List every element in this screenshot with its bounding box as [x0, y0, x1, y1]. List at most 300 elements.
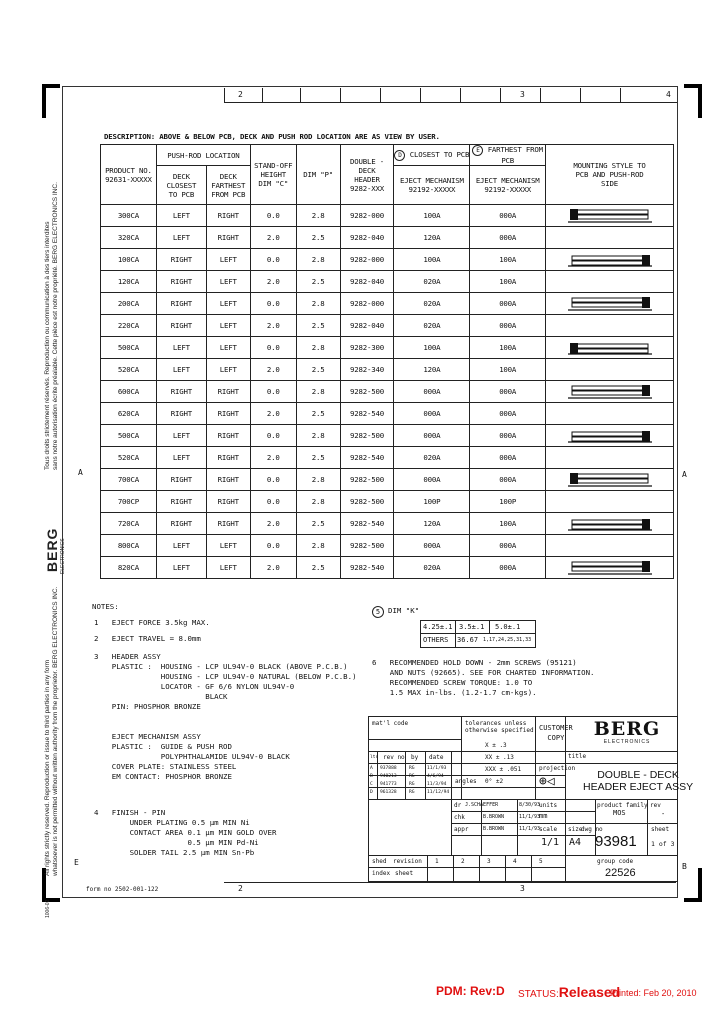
cell-standoff: 0.0 [250, 425, 296, 447]
tb-line [451, 811, 595, 812]
cell-eject-farthest: 000A [470, 469, 546, 491]
tb-projection: projection [539, 765, 576, 772]
cell-mounting-style [546, 337, 674, 359]
tb-prod-fam-val: MOS [613, 809, 626, 817]
cell-mounting-style [546, 469, 674, 491]
table-row [101, 403, 674, 425]
dim-k-value-3: 5.0±.1 [495, 623, 521, 631]
cell-eject-farthest: 100A [470, 513, 546, 535]
cell-header-part: 9282-540 [340, 403, 394, 425]
cell-standoff: 0.0 [250, 337, 296, 359]
cell-standoff: 0.0 [250, 293, 296, 315]
cell-header-part: 9282-500 [340, 425, 394, 447]
table-row [101, 535, 674, 557]
tb-tol-2: XX ± .13 [485, 754, 514, 761]
cell-dim-p: 2.8 [296, 337, 340, 359]
tb-mat-code: mat'l code [372, 720, 409, 727]
tb-rev-cell: 11/12/94 [427, 790, 450, 795]
cell-product-no: 700CP [101, 491, 157, 513]
cell-product-no: 620CA [101, 403, 157, 425]
cell-dim-p: 2.8 [296, 491, 340, 513]
cell-dim-p: 2.8 [296, 425, 340, 447]
corner-bracket-top-right [684, 84, 702, 118]
closest-label: CLOSEST TO PCB [409, 149, 470, 159]
cell-header-part: 9282-300 [340, 337, 394, 359]
tb-prod-fam: product family [597, 802, 648, 809]
tb-angles: angles [455, 778, 477, 785]
tb-sheet-2: sheet [395, 870, 414, 877]
side-logo-berg: BERG [44, 527, 60, 572]
ruler-tick [340, 88, 341, 102]
cell-dim-p: 2.5 [296, 403, 340, 425]
cell-product-no: 120CA [101, 271, 157, 293]
cell-mounting-style [546, 227, 674, 249]
cell-dim-p: 2.5 [296, 447, 340, 469]
ruler-tick [300, 88, 301, 102]
tb-line [451, 823, 677, 824]
cell-mounting-style [546, 359, 674, 381]
note-5-circle: 5 [372, 606, 384, 618]
tb-rev-head-revno: rev no [383, 754, 405, 761]
cell-dim-p: 2.5 [296, 271, 340, 293]
tb-rev-cell: C [370, 782, 373, 787]
pdm-footer [436, 984, 505, 998]
cell-deck-closest: RIGHT [156, 469, 206, 491]
cell-standoff: 0.0 [250, 535, 296, 557]
tb-rev-cell: 940213 [380, 774, 397, 779]
tb-line [531, 855, 532, 881]
cell-eject-closest: 100A [394, 337, 470, 359]
cell-standoff: 2.0 [250, 557, 296, 579]
table-row [101, 227, 674, 249]
cell-eject-closest: 020A [394, 557, 470, 579]
cell-dim-p: 2.5 [296, 227, 340, 249]
cell-deck-closest: LEFT [156, 425, 206, 447]
margin-letter-b-right: B [682, 862, 687, 871]
cell-product-no: 520CA [101, 447, 157, 469]
tb-sheet-rev-val: - [661, 810, 666, 818]
header-dim-p: DIM "P" [296, 145, 340, 205]
header-deck-farthest: DECK FARTHEST FROM PCB [206, 166, 250, 205]
table-row [101, 337, 674, 359]
cell-eject-farthest: 100A [470, 337, 546, 359]
pdm-value: Rev:D [470, 984, 505, 998]
cell-deck-closest: LEFT [156, 205, 206, 227]
tb-rev-digit: 3 [487, 858, 491, 865]
header-deck-closest: DECK CLOSEST TO PCB [156, 166, 206, 205]
cell-eject-closest: 020A [394, 271, 470, 293]
cell-deck-farthest: LEFT [206, 249, 250, 271]
dim-k-others-label: OTHERS [423, 636, 449, 644]
cell-dim-p: 2.8 [296, 535, 340, 557]
margin-letter-a-right: A [682, 470, 687, 479]
ruler-top-3: 3 [520, 90, 525, 99]
cell-mounting-style [546, 403, 674, 425]
circle-e-icon: E [472, 145, 483, 156]
cell-deck-farthest: RIGHT [206, 403, 250, 425]
ruler-tick [380, 88, 381, 102]
cell-header-part: 9282-340 [340, 359, 394, 381]
tb-rev-cell: 4/6/94 [427, 774, 444, 779]
tb-rev-cell: 937888 [380, 766, 397, 771]
mounting-style-icon [568, 560, 652, 576]
cell-product-no: 100CA [101, 249, 157, 271]
cell-dim-p: 2.8 [296, 469, 340, 491]
cell-eject-closest: 100A [394, 205, 470, 227]
tb-line [517, 799, 518, 855]
ruler-tick [420, 88, 421, 102]
cell-deck-closest: RIGHT [156, 491, 206, 513]
header-eject-closest: EJECT MECHANISM 92192-XXXXX [394, 166, 470, 205]
dim-k-small: 1,17,24,25,31,33 [483, 637, 532, 643]
cell-eject-farthest: 000A [470, 535, 546, 557]
mounting-style-icon [568, 428, 652, 444]
tb-rev-cell: 941773 [380, 782, 397, 787]
cell-mounting-style [546, 513, 674, 535]
cell-eject-closest: 000A [394, 535, 470, 557]
corner-bracket-bottom-right [684, 868, 702, 902]
tb-rev-digit: 5 [539, 858, 543, 865]
tb-rev-cell: A [370, 766, 373, 771]
cell-mounting-style [546, 271, 674, 293]
mounting-style-icon [568, 340, 652, 356]
cell-mounting-style [546, 557, 674, 579]
tb-rev-cell: RG [409, 790, 415, 795]
cell-deck-farthest: LEFT [206, 315, 250, 337]
tb-dr-date: 8/30/93 [519, 802, 541, 808]
mounting-style-icon [568, 516, 652, 532]
product-table [100, 144, 674, 579]
cell-deck-farthest: RIGHT [206, 469, 250, 491]
tb-line [453, 855, 454, 881]
corner-code: 1006-02 [45, 899, 51, 918]
header-farthest-from-pcb [470, 145, 546, 166]
side-text-french-2: sans notre autorisation écrite préalable. Cette pièce est notre propriété. BERG ELECTRONICS INC. [52, 182, 59, 470]
dim-k-divider-v2 [489, 621, 490, 633]
cell-eject-closest: 020A [394, 447, 470, 469]
tb-rev-digit: 4 [513, 858, 517, 865]
cell-eject-farthest: 000A [470, 293, 546, 315]
table-row [101, 271, 674, 293]
cell-deck-farthest: LEFT [206, 271, 250, 293]
printed-date: Printed: Feb 20, 2010 [610, 988, 697, 998]
description-line: DESCRIPTION: ABOVE & BELOW PCB, DECK AND PUSH ROD LOCATION ARE AS VIEW BY USER. [104, 132, 440, 141]
cell-product-no: 700CA [101, 469, 157, 491]
tb-appr: appr [454, 826, 469, 833]
dim-k-divider-h [421, 633, 535, 634]
cell-deck-closest: RIGHT [156, 403, 206, 425]
tb-line [369, 855, 565, 856]
tb-rev-cell: D [370, 790, 373, 795]
tb-line [369, 739, 461, 740]
tb-line [427, 855, 428, 881]
cell-eject-farthest: 000A [470, 557, 546, 579]
header-eject-farthest: EJECT MECHANISM 92192-XXXXX [470, 166, 546, 205]
cell-header-part: 9282-540 [340, 557, 394, 579]
tb-title-label: title [568, 753, 587, 760]
cell-standoff: 2.0 [250, 447, 296, 469]
cell-standoff: 2.0 [250, 359, 296, 381]
tb-dr: dr [454, 802, 462, 809]
cell-deck-farthest: RIGHT [206, 205, 250, 227]
cell-deck-farthest: RIGHT [206, 513, 250, 535]
cell-eject-farthest: 000A [470, 425, 546, 447]
cell-standoff: 2.0 [250, 513, 296, 535]
table-row [101, 381, 674, 403]
cell-mounting-style [546, 425, 674, 447]
cell-product-no: 500CA [101, 425, 157, 447]
cell-standoff: 0.0 [250, 491, 296, 513]
tb-rev-cell: RG [409, 774, 415, 779]
tb-line [451, 751, 452, 855]
tb-chk-date: 11/1/93 [519, 814, 541, 820]
dim-k-divider-v1 [455, 621, 456, 647]
tb-appr-by: B.BROWN [483, 826, 505, 832]
cell-eject-farthest: 100P [470, 491, 546, 513]
mounting-style-icon [568, 208, 652, 224]
tb-dwg-no: dwg no [581, 826, 603, 833]
cell-eject-farthest: 100A [470, 271, 546, 293]
tb-group-code: group code [597, 858, 634, 865]
cell-header-part: 9282-540 [340, 513, 394, 535]
dim-k-value-1: 4.25±.1 [423, 623, 453, 631]
cell-product-no: 520CA [101, 359, 157, 381]
tb-rev-digit: 2 [461, 858, 465, 865]
tb-sheet-val: 1 of 3 [651, 840, 675, 848]
cell-standoff: 0.0 [250, 381, 296, 403]
cell-product-no: 600CA [101, 381, 157, 403]
cell-eject-closest: 120A [394, 513, 470, 535]
tb-size-val: A4 [569, 837, 582, 848]
tb-sheet: sheet [651, 826, 670, 833]
tb-rev-cell: 961328 [380, 790, 397, 795]
cell-mounting-style [546, 535, 674, 557]
cell-deck-farthest: RIGHT [206, 447, 250, 469]
tb-tolerances: tolerances unless otherwise specified [465, 720, 534, 734]
tb-dwg-val: 93981 [595, 833, 637, 850]
cell-standoff: 2.0 [250, 271, 296, 293]
cell-deck-closest: RIGHT [156, 381, 206, 403]
cell-product-no: 820CA [101, 557, 157, 579]
dim-k-value-2: 3.5±.1 [459, 623, 485, 631]
corner-bracket-top-left [42, 84, 60, 118]
tb-rev-cell: RG [409, 766, 415, 771]
cell-deck-farthest: RIGHT [206, 227, 250, 249]
ruler-top-2: 2 [238, 90, 243, 99]
tb-brand-word: BERG [593, 718, 661, 740]
tb-dr-by: J.SCHAEFFER [465, 802, 499, 808]
tb-shed: shed [372, 858, 387, 865]
ruler-tick [460, 88, 461, 102]
ruler-top-4: 4 [666, 90, 671, 99]
cell-deck-farthest: RIGHT [206, 425, 250, 447]
circle-d-icon: D [394, 150, 405, 161]
tb-line [535, 717, 536, 799]
mounting-style-icon [568, 252, 652, 268]
title-block [368, 716, 694, 882]
table-row [101, 205, 674, 227]
cell-standoff: 0.0 [250, 205, 296, 227]
table-row [101, 315, 674, 337]
tb-rev-head-ltr: ltr [370, 755, 379, 760]
cell-eject-closest: 000A [394, 381, 470, 403]
tb-rev-cell: RG [409, 782, 415, 787]
tb-brand-logo [579, 719, 675, 749]
cell-standoff: 0.0 [250, 249, 296, 271]
margin-letter-e: E [74, 858, 79, 867]
table-row [101, 447, 674, 469]
tb-chk: chk [454, 814, 465, 821]
cell-standoff: 2.0 [250, 315, 296, 337]
cell-deck-farthest: RIGHT [206, 491, 250, 513]
side-logo-electronics: ELECTRONICS [60, 538, 66, 574]
projection-symbol-icon: ⊕◁ [539, 774, 555, 789]
cell-deck-farthest: LEFT [206, 359, 250, 381]
cell-dim-p: 2.8 [296, 249, 340, 271]
product-table-body [101, 205, 674, 579]
cell-standoff: 0.0 [250, 469, 296, 491]
tb-revision: revision [393, 858, 422, 865]
tb-rev-cell: B [370, 774, 373, 779]
cell-dim-p: 2.5 [296, 315, 340, 337]
note-2: 2 EJECT TRAVEL = 8.0mm [94, 634, 201, 643]
cell-deck-closest: RIGHT [156, 271, 206, 293]
note-eject-assy: EJECT MECHANISM ASSY PLASTIC : GUIDE & PUSH ROD POLYPHTHALAMIDE UL94V-0 BLACK COVER PLATE: STAINLESS STEEL EM CONTACT: PHOSPHOR BRONZE [111, 732, 290, 781]
cell-deck-closest: LEFT [156, 447, 206, 469]
cell-deck-closest: RIGHT [156, 293, 206, 315]
table-row [101, 425, 674, 447]
cell-eject-closest: 100A [394, 249, 470, 271]
status-label: STATUS: [518, 989, 559, 1000]
tb-rev-cell: 11/1/93 [427, 766, 447, 771]
tb-line [565, 855, 677, 856]
cell-eject-farthest: 100A [470, 359, 546, 381]
cell-deck-farthest: RIGHT [206, 381, 250, 403]
tb-scale: scale [539, 826, 558, 833]
cell-eject-farthest: 000A [470, 205, 546, 227]
ruler-tick [540, 88, 541, 102]
cell-header-part: 9282-000 [340, 205, 394, 227]
cell-header-part: 9282-500 [340, 469, 394, 491]
side-text-english-2: whatsoever is not permitted without written authority from the proprietor. BERG ELECTRONICS INC. [52, 586, 59, 876]
cell-deck-closest: LEFT [156, 535, 206, 557]
cell-mounting-style [546, 293, 674, 315]
cell-eject-closest: 020A [394, 293, 470, 315]
table-row [101, 359, 674, 381]
tb-tol-1: X ± .3 [485, 742, 507, 749]
cell-mounting-style [546, 381, 674, 403]
table-row [101, 557, 674, 579]
cell-eject-farthest: 000A [470, 381, 546, 403]
ruler-bottom-3: 3 [520, 884, 525, 893]
tb-line [405, 751, 406, 799]
cell-eject-farthest: 000A [470, 447, 546, 469]
header-standoff: STAND-OFF HEIGHT DIM "C" [250, 145, 296, 205]
cell-header-part: 9282-500 [340, 381, 394, 403]
tb-chk-by: B.BROWN [483, 814, 505, 820]
note-1: 1 EJECT FORCE 3.5kg MAX. [94, 618, 210, 627]
cell-mounting-style [546, 249, 674, 271]
tb-rev-head-date: date [429, 754, 444, 761]
tb-line [451, 835, 595, 836]
ruler-tick [580, 88, 581, 102]
header-mounting-style: MOUNTING STYLE TO PCB AND PUSH-ROD SIDE [546, 145, 674, 205]
cell-product-no: 320CA [101, 227, 157, 249]
tb-index: index [372, 870, 391, 877]
tb-group-val: 22526 [605, 867, 636, 879]
cell-product-no: 220CA [101, 315, 157, 337]
tb-line [461, 717, 462, 799]
tb-rev-digit: 1 [435, 858, 439, 865]
cell-eject-closest: 120A [394, 359, 470, 381]
tb-rev-head-by: by [411, 754, 419, 761]
tb-brand-sub: ELECTRONICS [603, 739, 651, 745]
table-row [101, 513, 674, 535]
tb-line [505, 855, 506, 881]
cell-eject-farthest: 100A [470, 249, 546, 271]
cell-eject-closest: 000A [394, 425, 470, 447]
cell-dim-p: 2.8 [296, 205, 340, 227]
cell-mounting-style [546, 447, 674, 469]
cell-dim-p: 2.5 [296, 359, 340, 381]
mounting-style-icon [568, 472, 652, 488]
cell-product-no: 200CA [101, 293, 157, 315]
side-text-french: Tous droits strictement réservés. Reproduction ou communication à des tiers interdites [44, 221, 51, 470]
cell-product-no: 300CA [101, 205, 157, 227]
header-closest-to-pcb [394, 145, 470, 166]
cell-eject-farthest: 000A [470, 227, 546, 249]
cell-dim-p: 2.5 [296, 513, 340, 535]
tb-size: size [568, 826, 583, 833]
tb-sheet-rev: rev [650, 802, 661, 809]
tb-mm: mm [539, 812, 548, 820]
ruler-tick [620, 88, 621, 102]
cell-eject-farthest: 000A [470, 315, 546, 337]
margin-letter-a-left: A [78, 468, 83, 477]
ruler-tick [262, 88, 263, 102]
tb-line [369, 799, 677, 800]
cell-deck-closest: LEFT [156, 227, 206, 249]
tb-appr-date: 11/1/93 [519, 826, 541, 832]
cell-deck-farthest: LEFT [206, 557, 250, 579]
note-3: 3 HEADER ASSY PLASTIC : HOUSING - LCP UL94V-0 BLACK (ABOVE P.C.B.) HOUSING - LCP UL94V-0 NATURAL (BELOW P.C.B.) LOCATOR - GF 6/6 NYLON UL94V-0 BLACK PIN: PHOSPHOR BRONZE [94, 652, 357, 711]
dim-k-table [420, 620, 536, 648]
cell-product-no: 720CA [101, 513, 157, 535]
cell-header-part: 9282-500 [340, 535, 394, 557]
table-row [101, 491, 674, 513]
cell-deck-closest: LEFT [156, 557, 206, 579]
note-4: 4 FINISH - PIN UNDER PLATING 0.5 μm MIN Ni CONTACT AREA 0.1 μm MIN GOLD OVER 0.5 μm MIN Pd-Ni SOLDER TAIL 2.5 μm MIN Sn-Pb [94, 808, 277, 857]
mounting-style-icon [568, 384, 652, 400]
cell-standoff: 2.0 [250, 227, 296, 249]
cell-mounting-style [546, 315, 674, 337]
cell-deck-closest: RIGHT [156, 513, 206, 535]
top-ruler [224, 88, 677, 103]
side-text-english: All rights strictly reserved. Reproduction or issue to third parties in any form [44, 659, 51, 876]
cell-eject-closest: 000A [394, 469, 470, 491]
cell-dim-p: 2.8 [296, 293, 340, 315]
dim-k-others-value: 36.67 [457, 636, 479, 644]
status-footer [518, 984, 620, 1000]
tb-scale-val: 1/1 [541, 837, 560, 848]
cell-eject-closest: 100P [394, 491, 470, 513]
ruler-bottom-2: 2 [238, 884, 243, 893]
header-pushrod-location: PUSH-ROD LOCATION [156, 145, 250, 166]
tb-customer-copy: CUSTOMER COPY [539, 724, 573, 742]
tb-units: units [539, 802, 558, 809]
ruler-tick [500, 88, 501, 102]
notes-title: NOTES: [92, 602, 119, 611]
